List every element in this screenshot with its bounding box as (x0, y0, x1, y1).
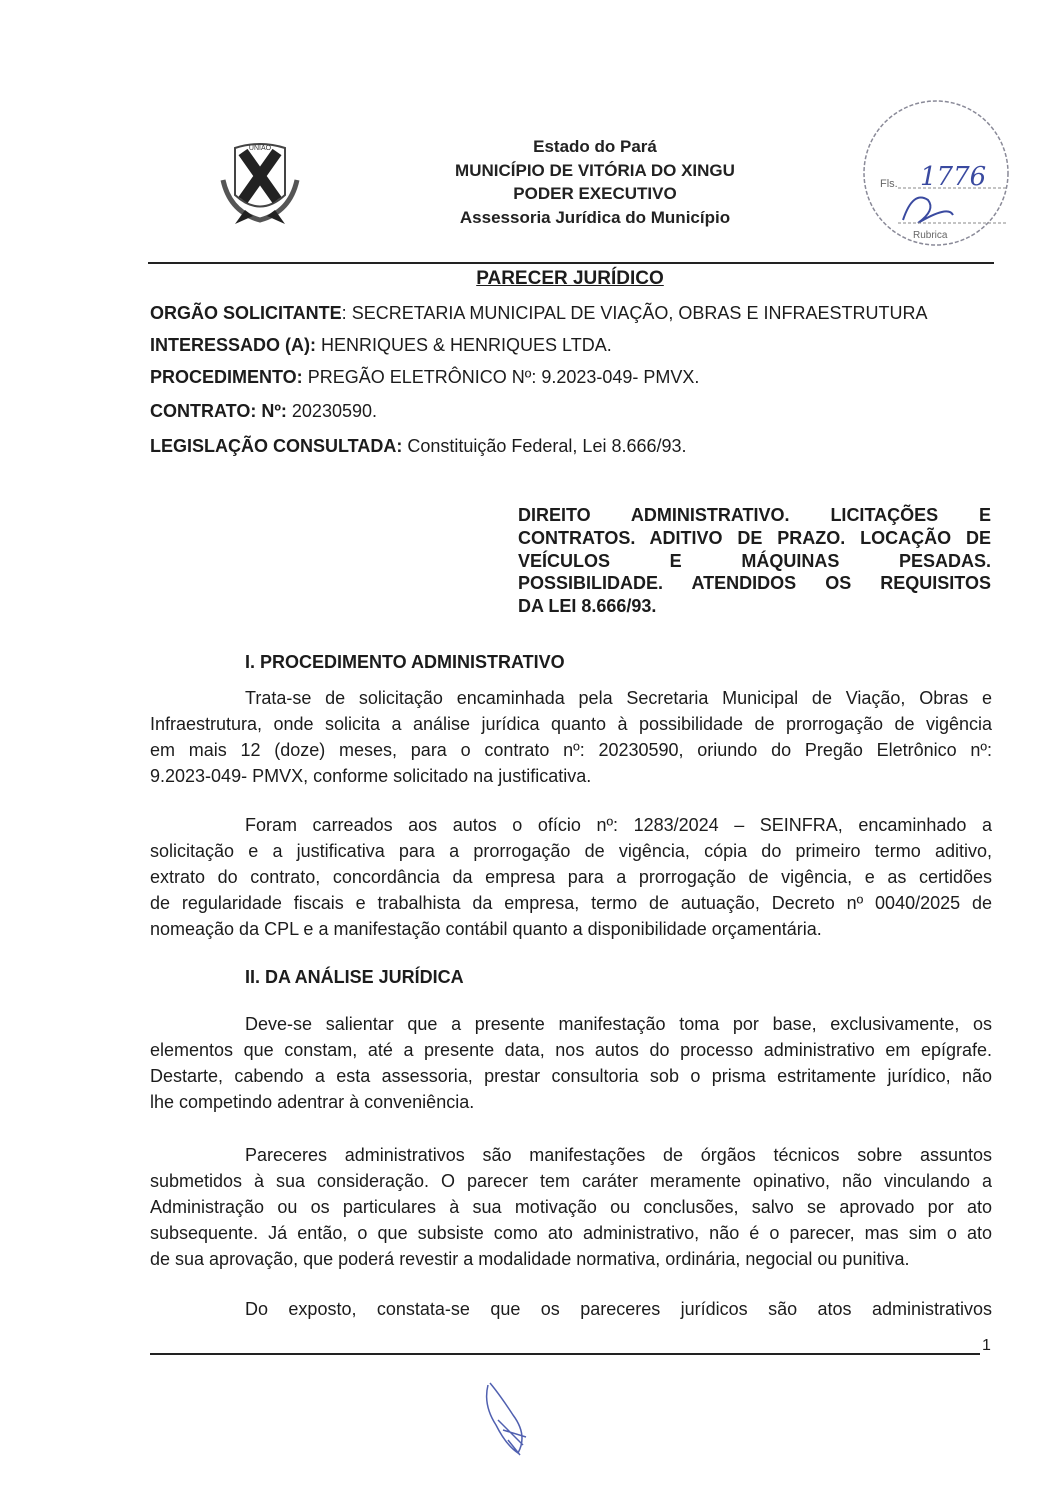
meta-interessado: INTERESSADO (A): HENRIQUES & HENRIQUES LTDA. (150, 335, 612, 355)
paragraph-line: de sua aprovação, que poderá revestir a modalidade normativa, ordinária, negocial ou punitiva. (150, 1249, 910, 1269)
paragraph-line: Pareceres administrativos são manifestações de órgãos técnicos sobre assuntos (245, 1145, 992, 1165)
footer-divider (150, 1353, 980, 1355)
paragraph-line: Foram carreados aos autos o ofício nº: 1283/2024 – SEINFRA, encaminhado a (245, 815, 992, 835)
header-department: Assessoria Jurídica do Município (459, 207, 731, 227)
section-heading-1: I. PROCEDIMENTO ADMINISTRATIVO (245, 652, 565, 672)
paragraph-line: em mais 12 (doze) meses, para o contrato nº: 20230590, oriundo do Pregão Eletrônico nº: (150, 740, 992, 760)
paragraph-4 (150, 1142, 992, 1272)
municipal-coat-of-arms-logo (215, 140, 305, 226)
page-number: 1 (982, 1337, 991, 1354)
header-divider (148, 262, 994, 264)
meta-contrato: CONTRATO: Nº: 20230590. (150, 401, 377, 421)
paragraph-line: de regularidade fiscais e trabalhista da empresa, termo de autuação, Decreto nº 0040/2025 de (150, 893, 992, 913)
paragraph-line: Destarte, cabendo a esta assessoria, prestar consultoria sob o prisma estritamente jurídico, não (150, 1066, 992, 1086)
paragraph-line: extrato do contrato, concordância da empresa para a prorrogação de vigência, e as certidões (150, 867, 992, 887)
stamp-rubrica-label: Rubrica (913, 230, 948, 241)
stamp-page-number: 1776 (920, 162, 987, 192)
paragraph-5 (150, 1296, 992, 1322)
ementa-line: CONTRATOS. ADITIVO DE PRAZO. LOCAÇÃO DE (518, 527, 991, 548)
paragraph-line: nomeação da CPL e a manifestação contábil quanto a disponibilidade orçamentária. (150, 919, 822, 939)
paragraph-line: submetidos à sua consideração. O parecer tem caráter meramente opinativo, não vinculando a (150, 1171, 992, 1191)
page-number-stamp (858, 95, 1018, 250)
letterhead (380, 135, 810, 229)
ementa-line: DA LEI 8.666/93. (518, 596, 657, 617)
stamp-fls-label: Fls. (880, 178, 898, 190)
ementa (518, 504, 991, 618)
paragraph-line: Do exposto, constata-se que os pareceres jurídicos são atos administrativos (245, 1299, 992, 1319)
ementa-line: VEÍCULOS E MÁQUINAS PESADAS. (518, 550, 991, 571)
meta-legislacao: LEGISLAÇÃO CONSULTADA: Constituição Federal, Lei 8.666/93. (150, 436, 687, 456)
paragraph-line: subsequente. Já então, o que subsiste como ato administrativo, não é o parecer, mas sim o ato (150, 1223, 992, 1243)
header-branch: PODER EXECUTIVO (513, 184, 677, 203)
paragraph-line: elementos que constam, até a presente data, nos autos do processo administrativo em epígrafe. (150, 1040, 992, 1060)
paragraph-line: Infraestrutura, onde solicita a análise jurídica quanto à possibilidade de prorrogação de vigência (150, 714, 992, 734)
paragraph-line: Deve-se salientar que a presente manifestação toma por base, exclusivamente, os (245, 1014, 992, 1034)
paragraph-line: Trata-se de solicitação encaminhada pela Secretaria Municipal de Viação, Obras e (245, 688, 992, 708)
ementa-line: DIREITO ADMINISTRATIVO. LICITAÇÕES E (518, 505, 991, 525)
signature-initials (478, 1375, 538, 1460)
document-title: PARECER JURÍDICO (476, 268, 664, 289)
paragraph-line: Administração ou os particulares à sua motivação ou conclusões, salvo se aprovado por ato (150, 1197, 992, 1217)
paragraph-line: 9.2023-049- PMVX, conforme solicitado na justificativa. (150, 766, 592, 786)
svg-text:UNIÃO: UNIÃO (248, 145, 272, 152)
paragraph-2 (150, 812, 992, 942)
section-heading-2: II. DA ANÁLISE JURÍDICA (245, 967, 464, 987)
ementa-line: POSSIBILIDADE. ATENDIDOS OS REQUISITOS (518, 573, 991, 594)
paragraph-1 (150, 685, 992, 789)
paragraph-line: solicitação e a justificativa para a prorrogação de vigência, cópia do primeiro termo aditivo, (150, 841, 992, 861)
header-state: Estado do Pará (533, 137, 657, 156)
header-municipality: MUNICÍPIO DE VITÓRIA DO XINGU (455, 160, 735, 180)
paragraph-3 (150, 1011, 992, 1115)
meta-orgao: ORGÃO SOLICITANTE: SECRETARIA MUNICIPAL DE VIAÇÃO, OBRAS E INFRAESTRUTURA (150, 303, 928, 323)
meta-procedimento: PROCEDIMENTO: PREGÃO ELETRÔNICO Nº: 9.2023-049- PMVX. (150, 367, 700, 387)
paragraph-line: lhe competindo adentrar à conveniência. (150, 1092, 475, 1112)
